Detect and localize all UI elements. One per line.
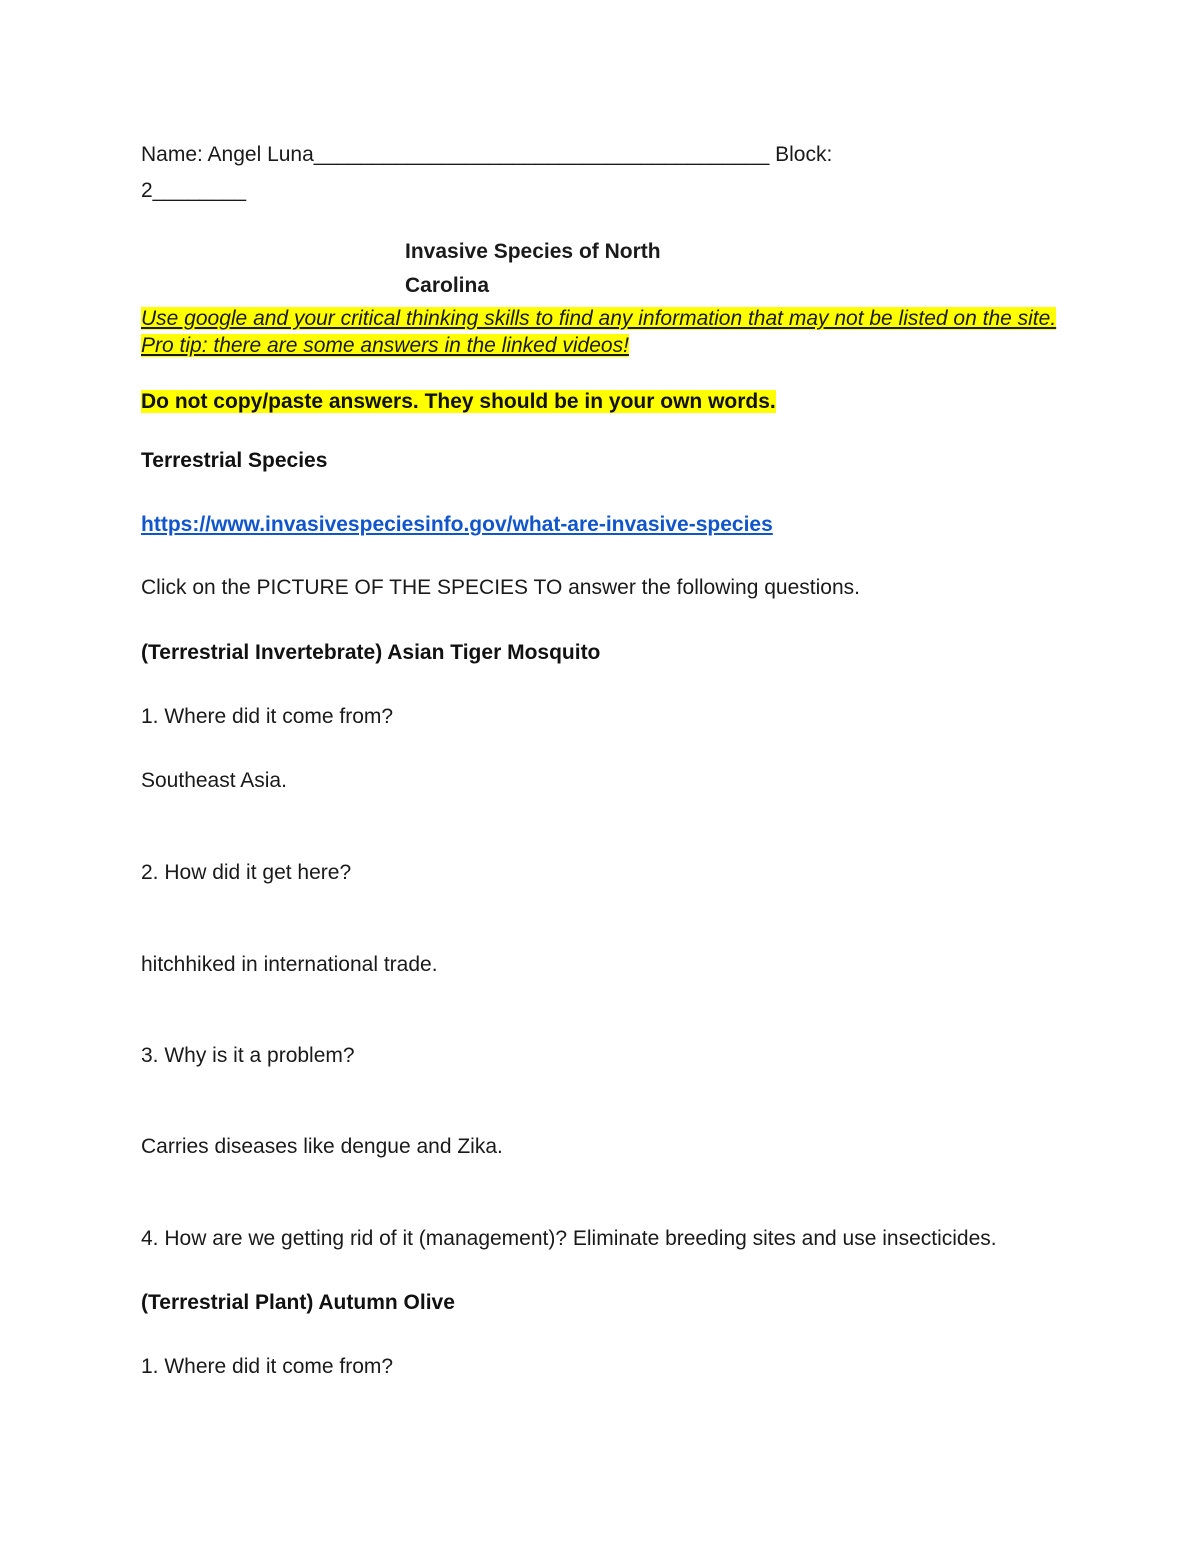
directions-text: Click on the PICTURE OF THE SPECIES TO answer the following questions. [141,576,860,599]
page-title-line2: Carolina [405,274,490,297]
species1-question-2: 2. How did it get here? [141,861,352,884]
instruction-note-text: Use google and your critical thinking skills to find any information that may not be listed on the site. Pro tip: there are some answers in the linked videos! [141,307,1057,357]
warning-text [141,389,776,415]
resource-link[interactable]: https://www.invasivespeciesinfo.gov/what-are-invasive-species [141,513,773,536]
species1-question-3: 3. Why is it a problem? [141,1044,355,1067]
page-title-line1: Invasive Species of North [405,240,661,263]
species1-answer-3: Carries diseases like dengue and Zika. [141,1135,503,1158]
block-line: 2________ [141,179,247,202]
section-heading: Terrestrial Species [141,449,328,472]
species1-answer-1: Southeast Asia. [141,769,287,792]
species2-question-1: 1. Where did it come from? [141,1355,394,1378]
instruction-note [141,305,1071,359]
species1-answer-2: hitchhiked in international trade. [141,953,438,976]
species1-question-1: 1. Where did it come from? [141,705,394,728]
species1-question-4: 4. How are we getting rid of it (management)? Eliminate breeding sites and use insecticides. [141,1227,997,1250]
species1-heading: (Terrestrial Invertebrate) Asian Tiger Mosquito [141,641,601,664]
warning-highlight: Do not copy/paste answers. They should be in your own words. [141,390,776,413]
species2-heading: (Terrestrial Plant) Autumn Olive [141,1291,455,1314]
page-title [405,235,725,303]
name-line: Name: Angel Luna_______________________________________ Block: [141,143,833,166]
